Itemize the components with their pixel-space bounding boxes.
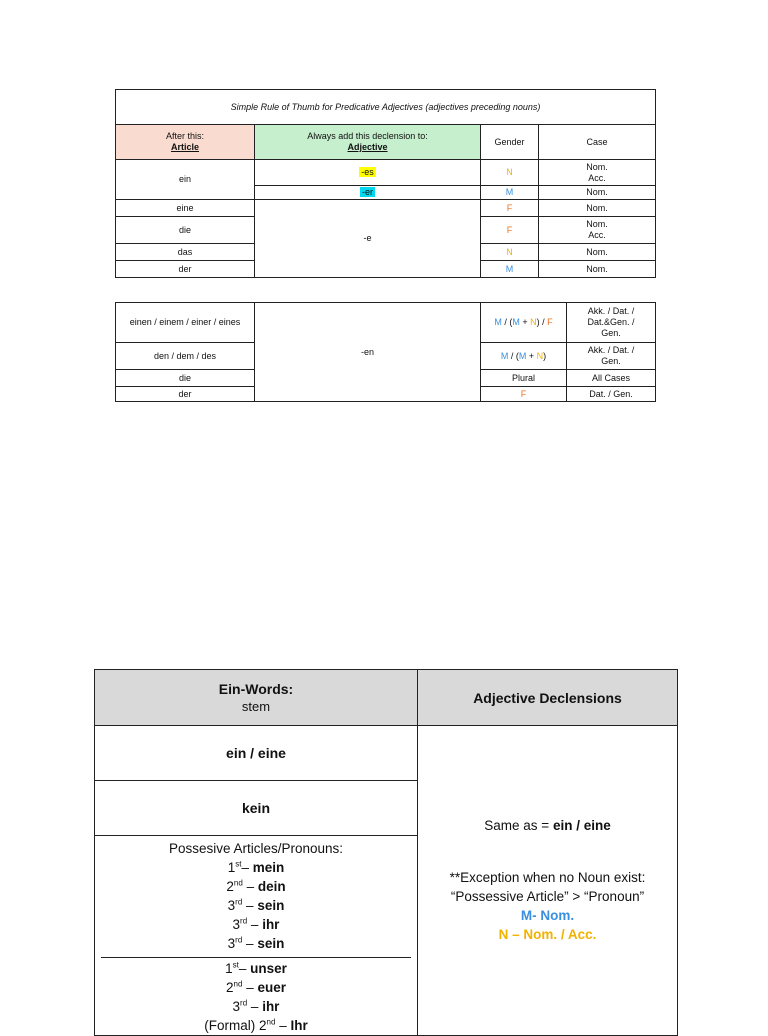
gender-f: F — [481, 200, 539, 217]
dash: – — [275, 1018, 291, 1033]
case-line: Akk. / Dat. / — [587, 306, 635, 316]
person-number: 3 — [227, 936, 236, 951]
case-nom: Nom. — [539, 261, 656, 278]
gender-m: M — [481, 261, 539, 278]
person-number: 3 — [232, 999, 241, 1014]
gender-plus: + — [519, 317, 531, 327]
possessive-word: sein — [257, 936, 285, 951]
header-adjective-declensions: Adjective Declensions — [418, 670, 678, 726]
case-nom: Nom. — [539, 186, 656, 200]
case-acc: Acc. — [588, 172, 606, 183]
gender-m: M — [500, 350, 509, 361]
article-ein: ein — [116, 160, 255, 200]
gender-plus: + — [526, 350, 537, 361]
person-suffix: rd — [235, 935, 243, 945]
same-as-prefix: Same as = — [484, 818, 553, 833]
case-nom: Nom. — [586, 219, 608, 229]
person-number: 3 — [232, 917, 241, 932]
case-cell — [539, 160, 656, 186]
case-all: All Cases — [567, 370, 656, 387]
possessive-word: unser — [250, 961, 287, 976]
case-line: Dat.&Gen. / — [587, 317, 635, 327]
article-einen-einem-einer-eines: einen / einem / einer / eines — [116, 303, 255, 343]
gender-m: M — [494, 317, 502, 327]
dash: – — [242, 980, 258, 995]
person-suffix: nd — [233, 878, 243, 888]
article-der: der — [116, 261, 255, 278]
possessive-articles — [95, 836, 418, 1036]
possessive-word: dein — [257, 879, 286, 894]
person-number: 1 — [225, 961, 233, 976]
dash: – — [242, 898, 258, 913]
possessive-line — [95, 915, 417, 934]
case-cell — [567, 343, 656, 370]
gender-n: N — [536, 350, 544, 361]
article-die: die — [116, 217, 255, 244]
same-as-value: ein / eine — [552, 818, 611, 833]
header-gender: Gender — [481, 125, 539, 160]
ending-e: -e — [255, 200, 481, 278]
gender-plural: Plural — [481, 370, 567, 387]
possessive-title: Possesive Articles/Pronouns: — [168, 841, 344, 856]
header-article — [116, 125, 255, 160]
person-suffix: st — [232, 960, 239, 970]
person-number: 3 — [227, 898, 236, 913]
dash: – — [242, 879, 258, 894]
possessive-line — [101, 959, 411, 978]
article-das: das — [116, 244, 255, 261]
person-number: 1 — [227, 860, 236, 875]
header-article-bottom: Article — [170, 142, 199, 152]
case-nom: Nom. — [586, 161, 608, 172]
possessive-line — [95, 934, 417, 953]
possessive-line — [101, 997, 411, 1016]
row-ein-eine: ein / eine — [95, 726, 418, 781]
possessive-line — [95, 896, 417, 915]
ending-en: -en — [255, 303, 481, 402]
gender-f: F — [481, 217, 539, 244]
article-der: der — [116, 387, 255, 402]
gender-close: ) — [543, 350, 547, 361]
gender-sep: / ( — [508, 350, 519, 361]
exception-n: N – Nom. / Acc. — [498, 927, 597, 942]
possessive-plural-list — [101, 957, 411, 1035]
ein-words-table — [94, 669, 678, 1036]
gender-f: F — [547, 317, 553, 327]
gender-m: M — [512, 317, 520, 327]
person-suffix: st — [235, 859, 242, 869]
gender-m: M — [481, 186, 539, 200]
dash: – — [247, 917, 263, 932]
declension-description — [418, 726, 678, 1036]
gender-f: F — [481, 387, 567, 402]
case-nom: Nom. — [539, 244, 656, 261]
dash: – — [247, 999, 263, 1014]
possessive-word: ihr — [262, 999, 280, 1014]
possessive-line — [101, 1016, 411, 1035]
gender-n: N — [481, 160, 539, 186]
row-kein: kein — [95, 781, 418, 836]
possessive-word: euer — [257, 980, 286, 995]
case-dat-gen: Dat. / Gen. — [567, 387, 656, 402]
header-article-top: After this: — [165, 131, 204, 141]
possessive-prefix: (Formal) — [204, 1018, 260, 1033]
person-suffix: rd — [235, 897, 243, 907]
case-cell — [539, 217, 656, 244]
same-as-line — [418, 816, 677, 835]
header-ein-words-sub: stem — [241, 699, 271, 714]
person-number: 2 — [226, 879, 234, 894]
article-den-dem-des: den / dem / des — [116, 343, 255, 370]
possessive-word: sein — [257, 898, 285, 913]
header-case: Case — [539, 125, 656, 160]
case-line: Gen. — [601, 328, 621, 338]
exception-line1: **Exception when no Noun exist: — [449, 870, 646, 885]
gender-cell — [481, 343, 567, 370]
header-ein-words — [95, 670, 418, 726]
possessive-word: mein — [252, 860, 285, 875]
person-suffix: nd — [266, 1017, 276, 1027]
table-title: Simple Rule of Thumb for Predicative Adjectives (adjectives preceding nouns) — [116, 90, 656, 125]
article-eine: eine — [116, 200, 255, 217]
person-suffix: nd — [233, 979, 243, 989]
dash: – — [238, 961, 251, 976]
gender-m: M — [518, 350, 527, 361]
case-line: Akk. / Dat. / — [587, 345, 635, 355]
header-ein-words-title: Ein-Words: — [218, 681, 294, 697]
possessive-line — [101, 978, 411, 997]
possessive-word: ihr — [262, 917, 280, 932]
gender-close: ) / — [536, 317, 548, 327]
gender-n: N — [530, 317, 537, 327]
ending-er — [255, 186, 481, 200]
person-suffix: rd — [240, 916, 248, 926]
ending-er-text: -er — [362, 187, 373, 197]
dash: – — [241, 860, 253, 875]
gender-cell — [481, 303, 567, 343]
predicative-adjectives-table — [115, 89, 656, 278]
case-cell — [567, 303, 656, 343]
case-acc: Acc. — [588, 230, 606, 240]
exception-line2: “Possessive Article” > “Pronoun” — [450, 889, 645, 904]
case-line: Gen. — [601, 356, 621, 366]
possessive-word: Ihr — [290, 1018, 308, 1033]
possessive-line — [95, 858, 417, 877]
gender-n: N — [481, 244, 539, 261]
person-number: 2 — [226, 980, 234, 995]
dash: – — [242, 936, 258, 951]
en-declension-table — [115, 302, 656, 402]
exception-m: M- Nom. — [520, 908, 575, 923]
gender-sep: / ( — [501, 317, 513, 327]
header-adjective — [255, 125, 481, 160]
case-nom: Nom. — [539, 200, 656, 217]
person-number: 2 — [259, 1018, 267, 1033]
header-adjective-top: Always add this declension to: — [307, 131, 428, 141]
ending-es — [255, 160, 481, 186]
article-die: die — [116, 370, 255, 387]
header-adjective-bottom: Adjective — [347, 142, 388, 152]
person-suffix: rd — [240, 998, 248, 1008]
possessive-line — [95, 877, 417, 896]
ending-es-text: -es — [361, 167, 374, 177]
possessive-singular-list — [95, 858, 417, 953]
